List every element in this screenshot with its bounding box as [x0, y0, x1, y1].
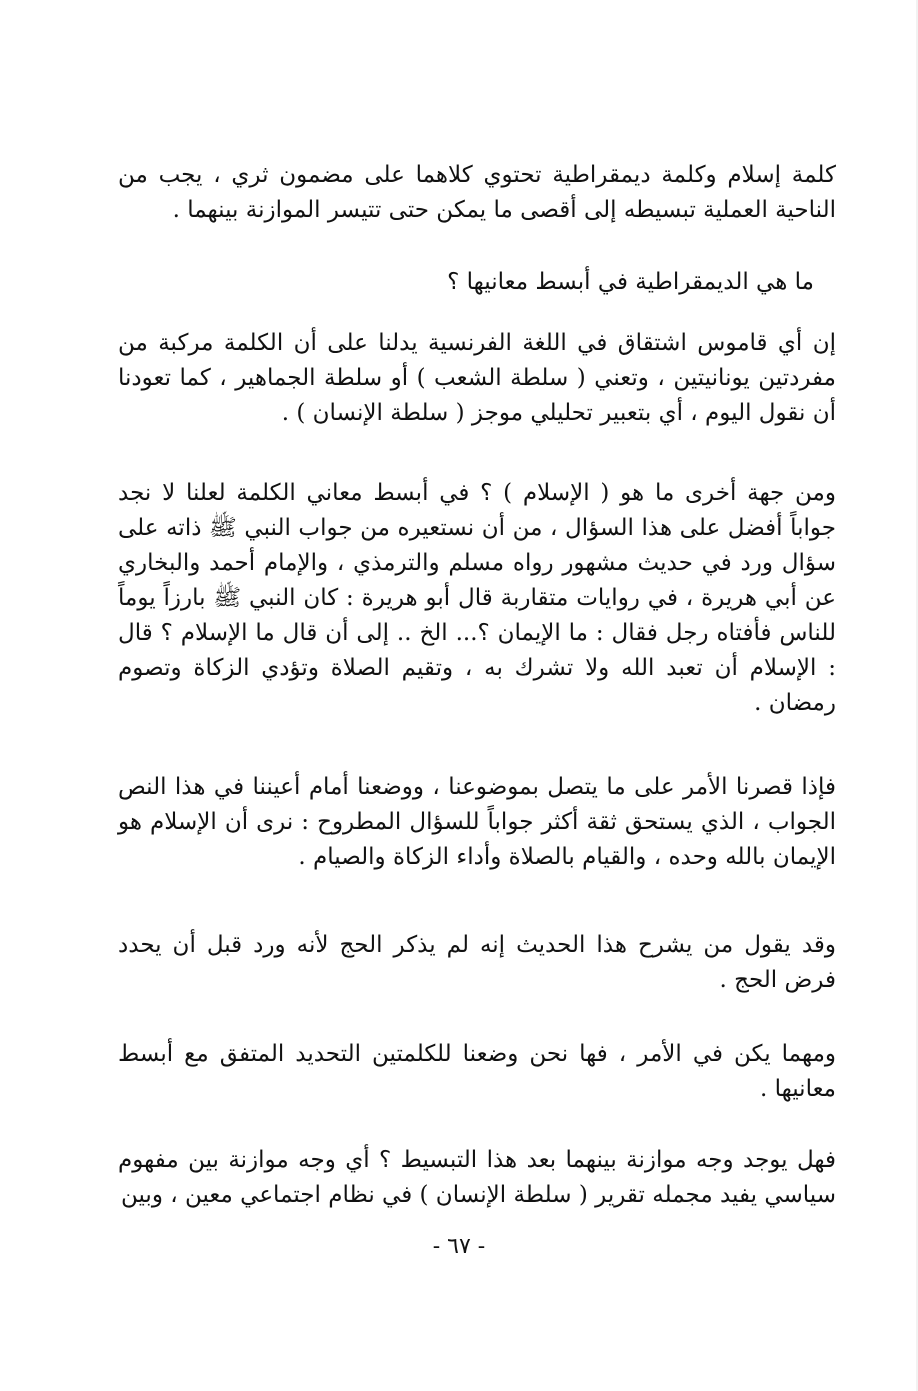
paragraph-1 [118, 158, 836, 228]
paragraph-text: وقد يقول من يشرح هذا الحديث إنه لم يذكر الحج لأنه ورد قبل أن يحدد فرض الحج . [118, 932, 836, 993]
paragraph-6 [118, 928, 836, 998]
paragraph-8 [118, 1143, 836, 1213]
page-number: - ٦٧ - [432, 1234, 486, 1259]
paragraph-text: كلمة إسلام وكلمة ديمقراطية تحتوي كلاهما على مضمون ثري ، يجب من الناحية العملية تبسيطه إلى أقصى ما يمكن حتى تتيسر الموازنة بينهما . [118, 162, 836, 223]
paragraph-text: ما هي الديمقراطية في أبسط معانيها ؟ [447, 269, 814, 295]
paragraph-4 [118, 476, 836, 721]
paragraph-text: فهل يوجد وجه موازنة بينهما بعد هذا التبسيط ؟ أي وجه موازنة بين مفهوم سياسي يفيد مجمله تقرير ( سلطة الإنسان ) في نظام اجتماعي معين ، وبين [118, 1147, 836, 1208]
paragraph-text: ومن جهة أخرى ما هو ( الإسلام ) ؟ في أبسط معاني الكلمة لعلنا لا نجد جواباً أفضل على هذا السؤال ، من أن نستعيره من جواب النبي ﷺ ذاته على سؤال ورد في حديث مشهور رواه مسلم والترمذي ، والإمام أحمد والبخاري عن أبي هريرة ، في روايات متقاربة قال أبو هريرة : كان النبي ﷺ بارزاً يوماً للناس فأفتاه رجل فقال : ما الإيمان ؟... الخ .. إلى أن قال ما الإسلام ؟ قال : الإسلام أن تعبد الله ولا تشرك به ، وتقيم الصلاة وتؤدي الزكاة وتصوم رمضان . [118, 480, 836, 716]
paragraph-2-question [118, 265, 836, 300]
paragraph-text: فإذا قصرنا الأمر على ما يتصل بموضوعنا ، ووضعنا أمام أعيننا في هذا النص الجواب ، الذي يستحق ثقة أكثر جواباً للسؤال المطروح : نرى أن الإسلام هو الإيمان بالله وحده ، والقيام بالصلاة وأداء الزكاة والصيام . [118, 774, 836, 870]
paragraph-text: إن أي قاموس اشتقاق في اللغة الفرنسية يدلنا على أن الكلمة مركبة من مفردتين يونانيتين ، وتعني ( سلطة الشعب ) أو سلطة الجماهير ، كما تعودنا أن نقول اليوم ، أي بتعبير تحليلي موجز ( سلطة الإنسان ) . [118, 330, 836, 426]
paragraph-5 [118, 770, 836, 875]
paragraph-3 [118, 326, 836, 431]
paragraph-7 [118, 1037, 836, 1107]
paragraph-text: ومهما يكن في الأمر ، فها نحن وضعنا للكلمتين التحديد المتفق مع أبسط معانيها . [118, 1041, 836, 1102]
